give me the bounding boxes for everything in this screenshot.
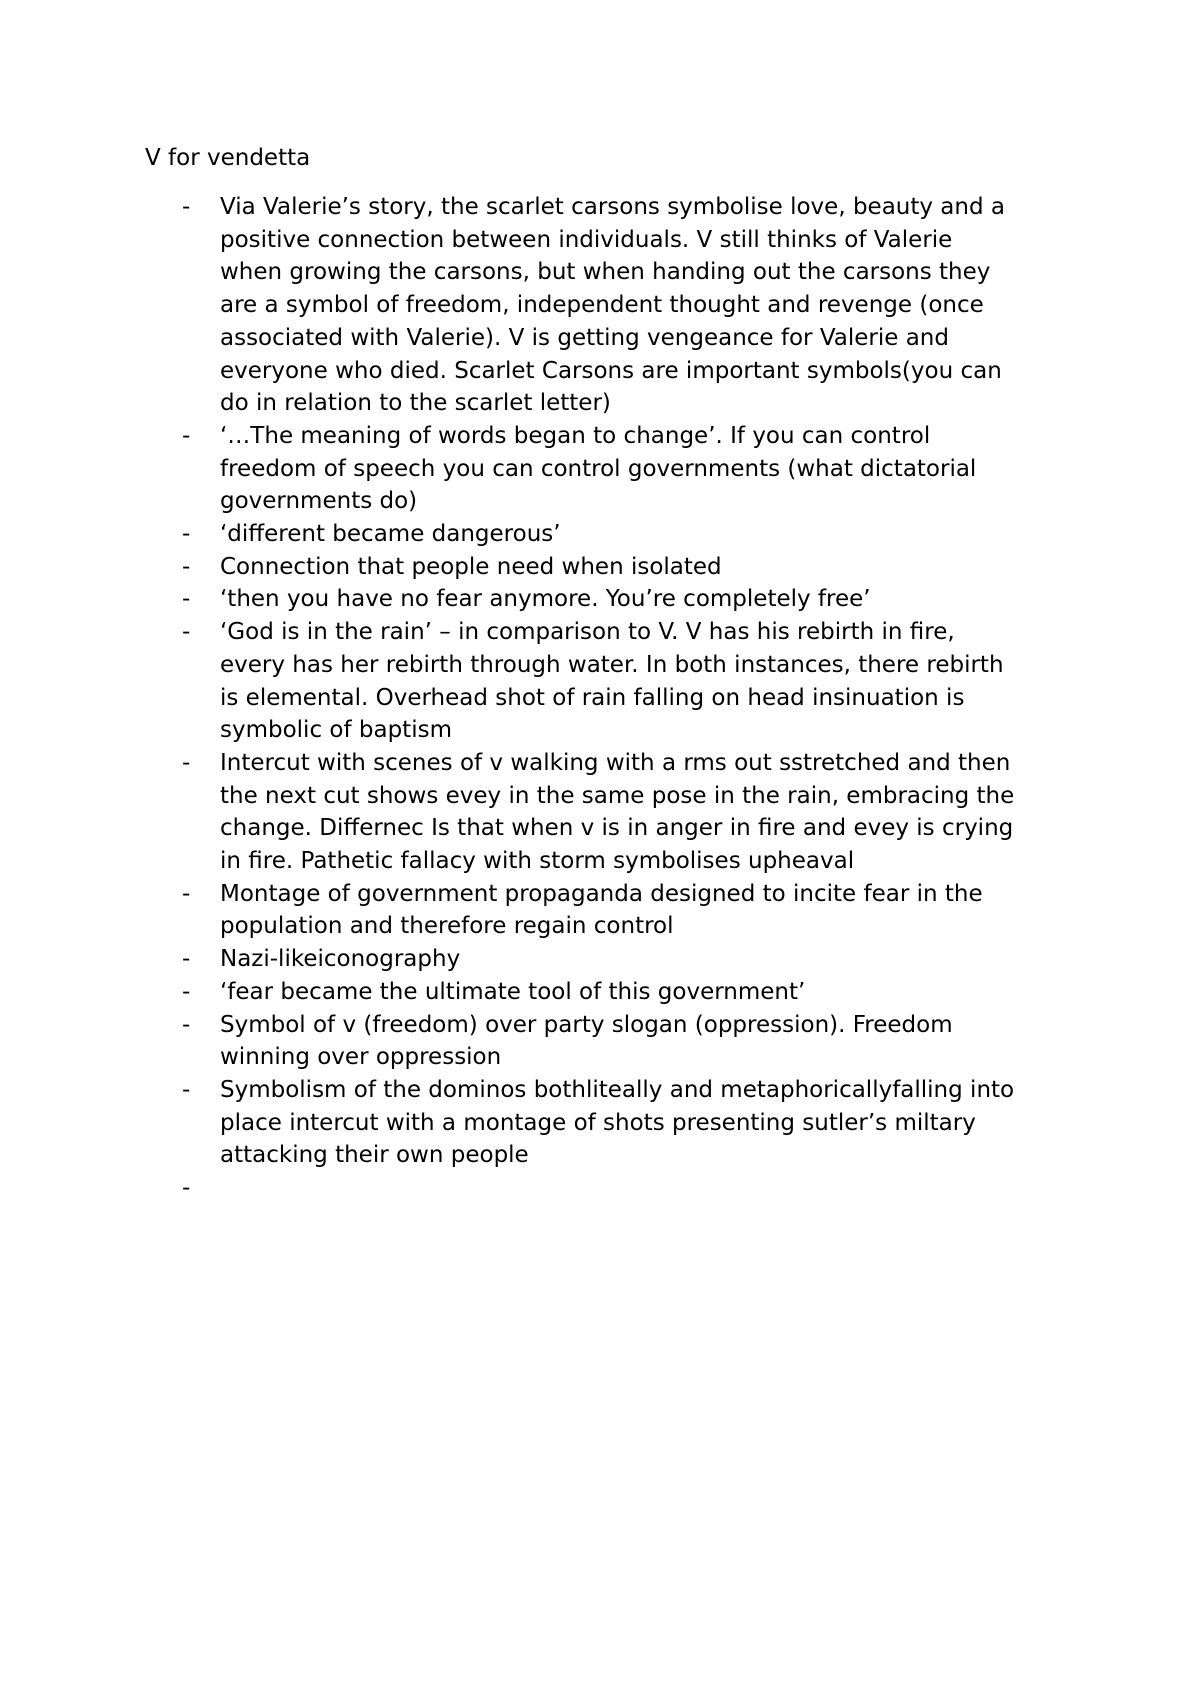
list-item: [0, 1074, 1080, 1172]
list-item-text: Symbolism of the dominos bothliteally and metaphoricallyfalling into place intercut with a montage of shots presenting sutler’s miltary attacking their own people: [220, 1076, 1015, 1169]
bullet-marker: -: [182, 194, 191, 220]
bullet-marker: -: [182, 978, 191, 1005]
list-item-text: Symbol of v (freedom) over party slogan (oppression). Freedom winning over oppression: [220, 1011, 953, 1071]
bullet-marker: -: [182, 422, 191, 449]
bullet-marker: -: [182, 619, 191, 646]
bullet-marker: -: [182, 946, 191, 973]
list-item-text: ‘…The meaning of words began to change’. If you can control freedom of speech you can control governments (what dictatorial governments do): [220, 422, 977, 515]
list-item: [0, 616, 1080, 747]
list-item: [0, 583, 1080, 616]
list-item: [0, 420, 1080, 518]
list-item-text: Nazi-likeiconography: [220, 946, 461, 973]
list-item: [0, 518, 1080, 551]
list-item-text: ‘God is in the rain’ – in comparison to V. V has his rebirth in fire, every has her rebirth through water. In both instances, there rebirth is elemental. Overhead shot of rain falling on head insinuation is symbolic of baptism: [220, 619, 1004, 744]
list-item-text: ‘fear became the ultimate tool of this government’: [220, 978, 806, 1005]
bullet-marker: -: [182, 1011, 191, 1038]
list-item-text: ‘then you have no fear anymore. You’re completely free’: [220, 586, 871, 613]
bullet-marker: -: [182, 880, 191, 907]
list-item: [0, 943, 1080, 976]
list-item: [0, 1172, 1080, 1205]
list-item: [0, 976, 1080, 1009]
list-item-text: Montage of government propaganda designed to incite fear in the population and therefore regain control: [220, 880, 983, 940]
list-item-text: Intercut with scenes of v walking with a rms out sstretched and then the next cut shows evey in the same pose in the rain, embracing the change. Differnec Is that when v is in anger in fire and evey is crying in fire. Pathetic fallacy with storm symbolises upheaval: [220, 749, 1015, 875]
bullet-marker: -: [182, 1175, 191, 1202]
bullet-marker: -: [182, 586, 191, 613]
list-item-text: Connection that people need when isolated: [220, 553, 722, 580]
bullet-marker: -: [182, 1076, 191, 1103]
bullet-marker: -: [182, 749, 191, 776]
list-item-text: Via Valerie’s story, the scarlet carsons symbolise love, beauty and a positive connection between individuals. V still thinks of Valerie when growing the carsons, but when handing out the carsons they are a symbol of freedom, independent thought and revenge (once associated with Valerie). V is getting vengeance for Valerie and everyone who died. Scarlet Carsons are important symbols(you can do in relation to the scarlet letter): [220, 194, 1005, 417]
bullet-marker: -: [182, 553, 191, 580]
bullet-list: [0, 191, 1200, 1205]
list-item: [0, 878, 1080, 943]
list-item: [0, 551, 1080, 584]
list-item: [0, 191, 1080, 420]
list-item-text: ‘different became dangerous’: [220, 521, 561, 548]
list-item: [0, 1009, 1080, 1074]
document-title: V for vendetta: [145, 145, 311, 171]
list-item: [0, 747, 1080, 878]
bullet-marker: -: [182, 521, 191, 548]
